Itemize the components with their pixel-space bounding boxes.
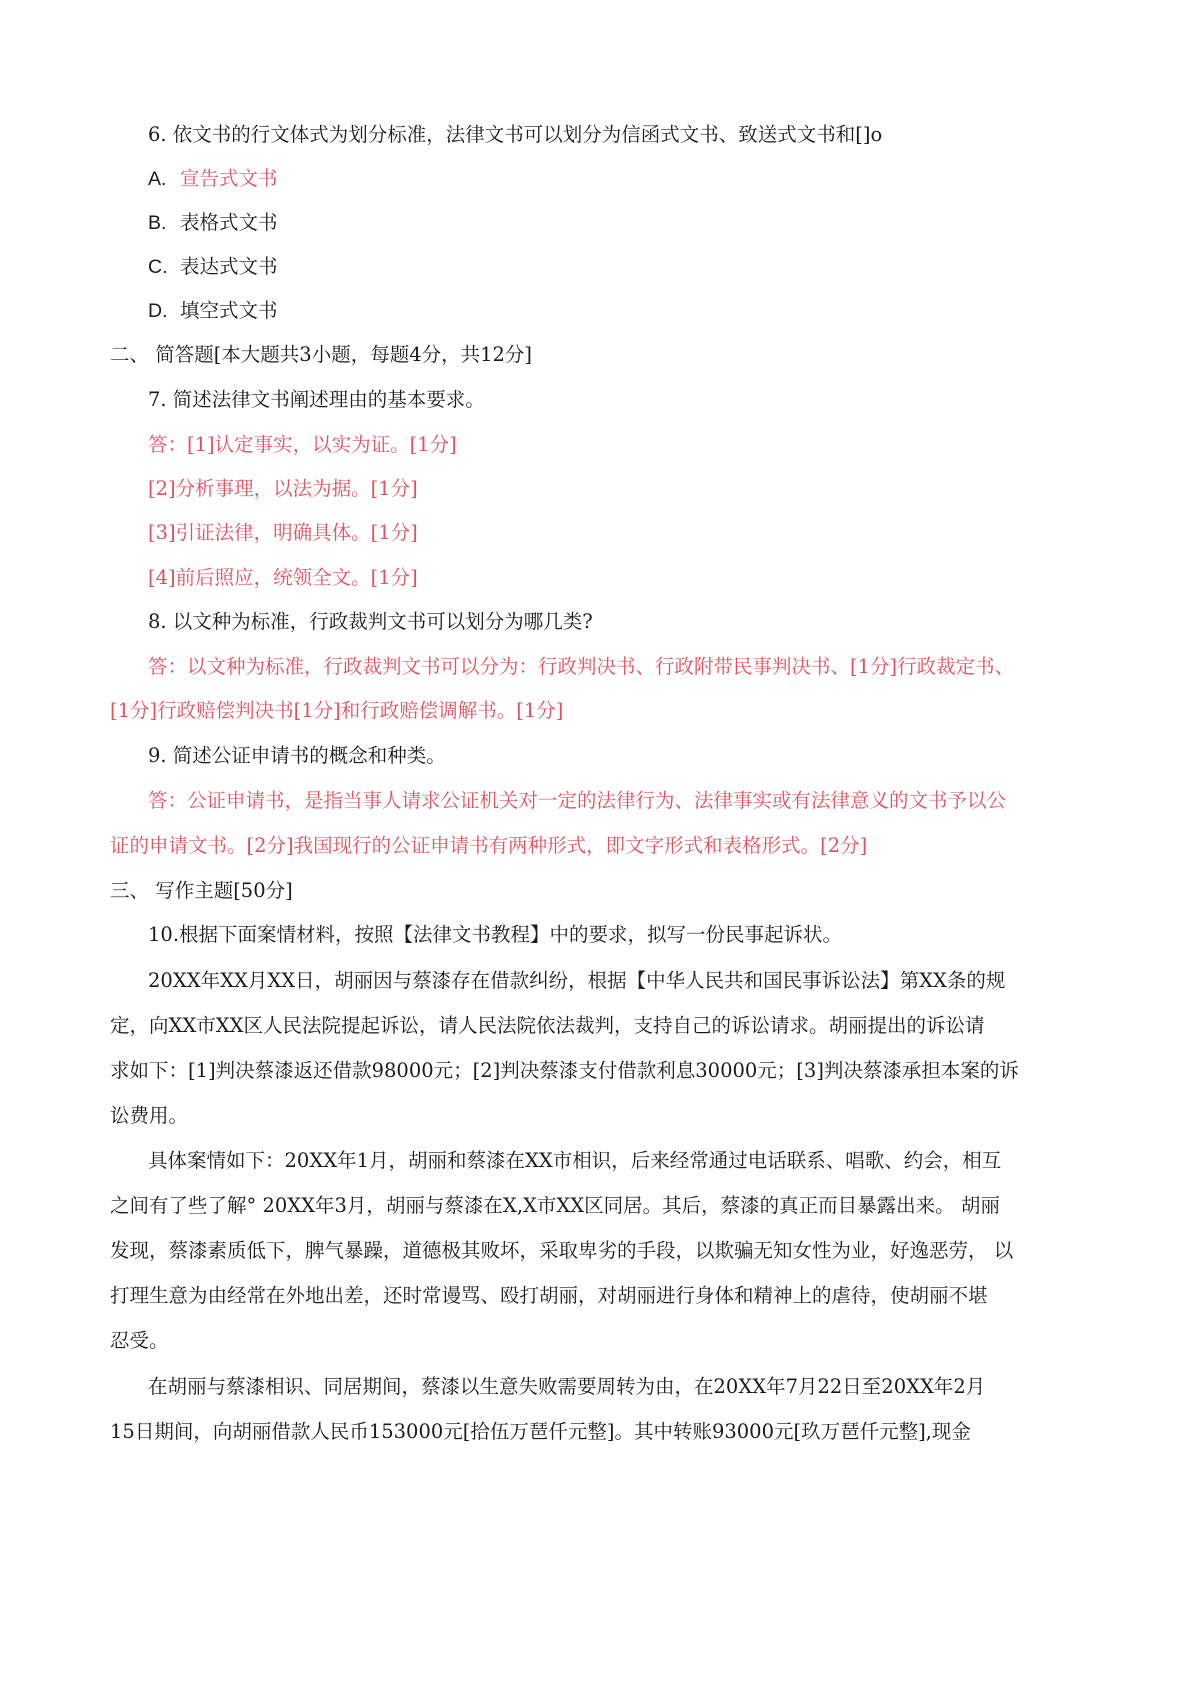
question-7-answer: 答：[1]认定事实，以实为证。[1分] xyxy=(148,433,457,456)
question-7-answer: [4]前后照应，统领全文。[1分] xyxy=(148,566,418,589)
option-text: 填空式文书 xyxy=(180,299,278,322)
question-9-answer-line: 答：公证申请书，是指当事人请求公证机关对一定的法律行为、法律事实或有法律意义的文书予以公 xyxy=(148,789,1007,812)
question-6-stem: 6. 依文书的行文体式为划分标准，法律文书可以划分为信函式文书、致送式文书和[]o xyxy=(148,123,883,146)
option-d xyxy=(148,297,278,325)
case-paragraph-line: 发现，蔡漆素质低下，脾气暴躁，道德极其败坏，采取卑劣的手段，以欺骗无知女性为业，好逸恶劳， 以 xyxy=(110,1239,1014,1262)
question-7-answer: [2]分析事理，以法为据。[1分] xyxy=(148,477,418,500)
option-b xyxy=(148,209,278,237)
option-text: 表达式文书 xyxy=(180,255,278,278)
question-9-stem: 9. 简述公证申请书的概念和种类。 xyxy=(148,744,446,767)
question-9-answer-line: 证的申请文书。[2分]我国现行的公证申请书有两种形式，即文字形式和表格形式。[2分] xyxy=(110,834,868,857)
option-text-correct: 宣告式文书 xyxy=(180,167,278,190)
question-8-stem: 8. 以文种为标准，行政裁判文书可以划分为哪几类? xyxy=(148,610,593,633)
option-a xyxy=(148,165,278,193)
case-paragraph-line: 讼费用。 xyxy=(110,1104,189,1127)
case-paragraph-line: 打理生意为由经常在外地出差，还时常谩骂、殴打胡丽，对胡丽进行身体和精神上的虐待，使胡丽不堪 xyxy=(110,1284,988,1307)
section-2-heading: 二、 简答题[本大题共3小题，每题4分，共12分] xyxy=(110,343,533,366)
case-paragraph-line: 具体案情如下：20XX年1月，胡丽和蔡漆在XX市相识，后来经常通过电话联系、唱歌、约会，相互 xyxy=(148,1149,1002,1172)
question-8-answer-line: [1分]行政赔偿判决书[1分]和行政赔偿调解书。[1分] xyxy=(110,699,564,722)
case-paragraph-line: 15日期间，向胡丽借款人民币153000元[拾伍万琶仟元整]。其中转账93000元[玖万琶仟元整],现金 xyxy=(110,1420,971,1443)
question-7-answer: [3]引证法律，明确具体。[1分] xyxy=(148,521,418,544)
case-paragraph-line: 忍受。 xyxy=(110,1329,169,1352)
option-letter: D. xyxy=(148,300,168,322)
option-letter: A. xyxy=(148,168,167,190)
option-c xyxy=(148,253,278,281)
case-paragraph-line: 定，向XX市XX区人民法院提起诉讼，请人民法院依法裁判，支持自己的诉讼请求。胡丽提出的诉讼请 xyxy=(110,1014,985,1037)
option-letter: C. xyxy=(148,256,168,278)
case-paragraph-line: 之间有了些了解° 20XX年3月，胡丽与蔡漆在X,X市XX区同居。其后，蔡漆的真正而目暴露出来。 胡丽 xyxy=(110,1194,1000,1217)
question-8-answer-line: 答：以文种为标准，行政裁判文书可以分为：行政判决书、行政附带民事判决书、[1分]行政裁定书、 xyxy=(148,655,1015,678)
option-text: 表格式文书 xyxy=(180,211,278,234)
question-7-stem: 7. 简述法律文书阐述理由的基本要求。 xyxy=(148,388,485,411)
section-3-heading: 三、 写作主题[50分] xyxy=(110,879,293,902)
case-paragraph-line: 求如下：[1]判决蔡漆返还借款98000元；[2]判决蔡漆支付借款利息30000元；[3]判决蔡漆承担本案的诉 xyxy=(110,1059,1019,1082)
case-paragraph-line: 在胡丽与蔡漆相识、同居期间，蔡漆以生意失败需要周转为由，在20XX年7月22日至20XX年2月 xyxy=(148,1375,986,1398)
option-letter: B. xyxy=(148,212,167,234)
question-10-stem: 10.根据下面案情材料，按照【法律文书教程】中的要求，拟写一份民事起诉状。 xyxy=(148,923,843,946)
case-paragraph-line: 20XX年XX月XX日，胡丽因与蔡漆存在借款纠纷，根据【中华人民共和国民事诉讼法】第XX条的规 xyxy=(148,969,1006,992)
